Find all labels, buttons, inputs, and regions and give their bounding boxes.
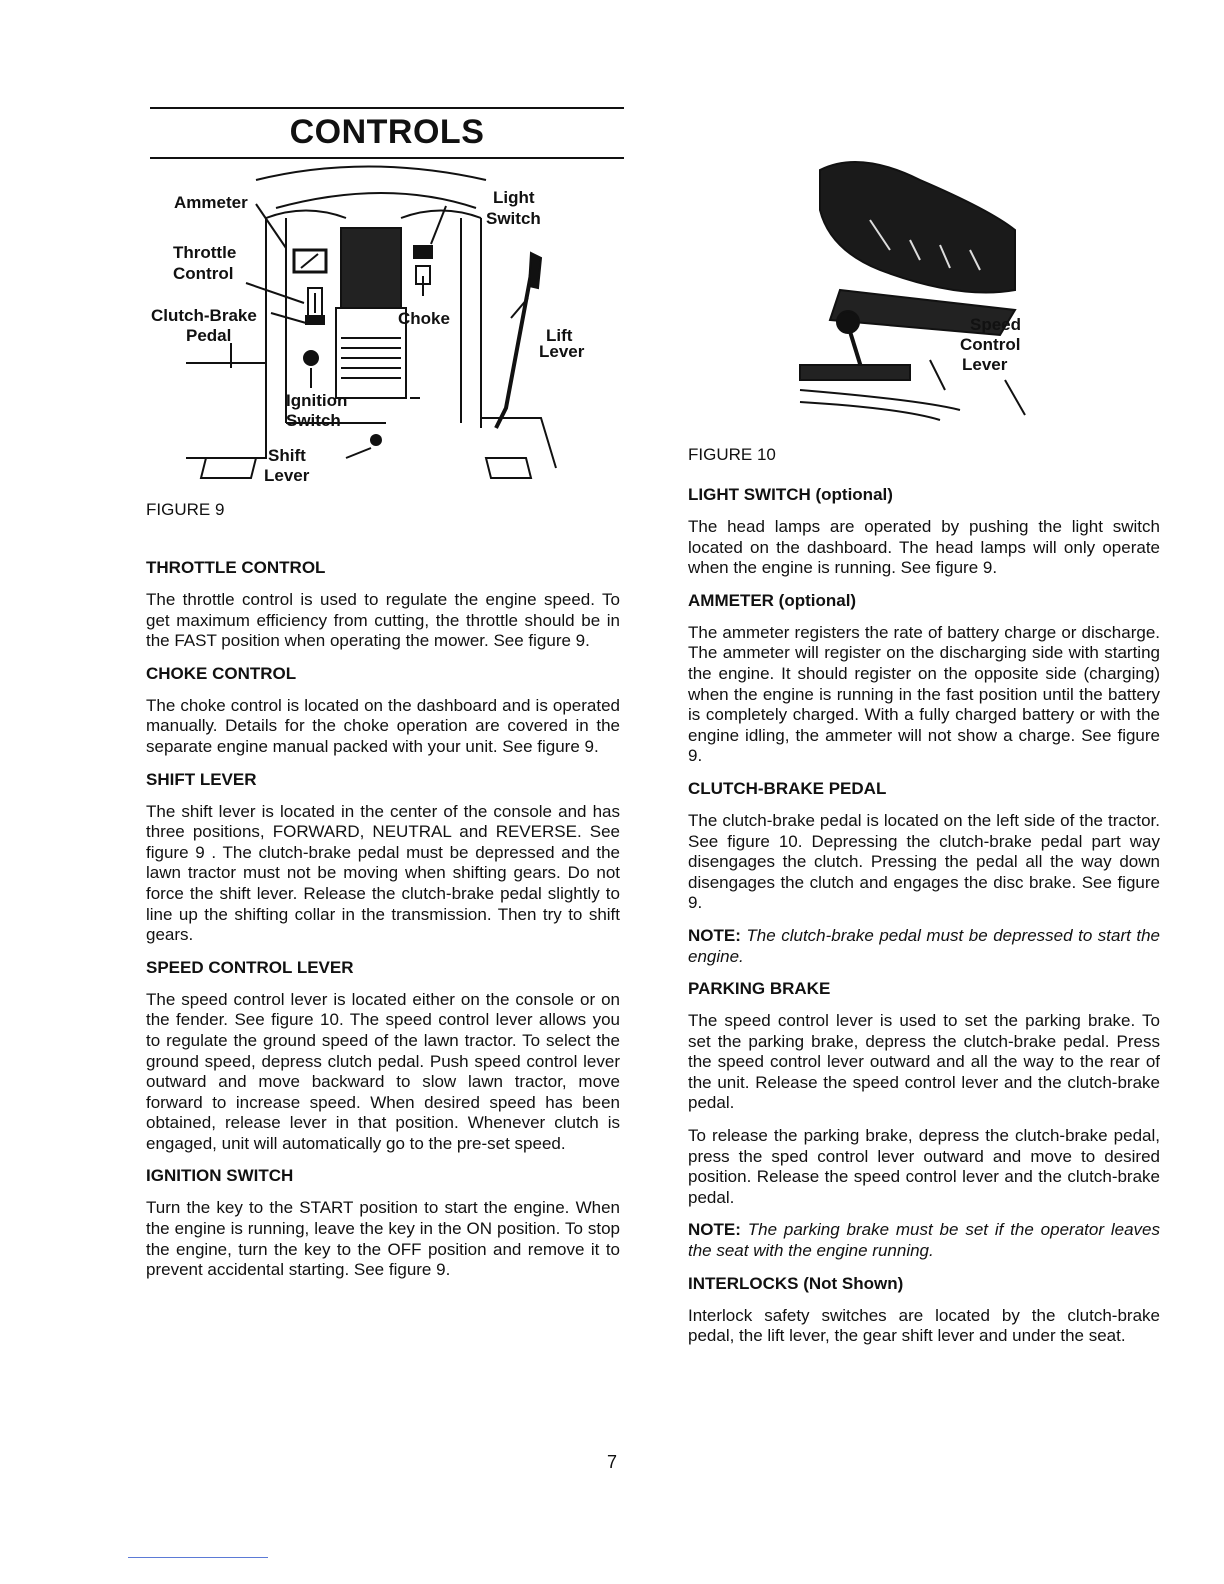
label-speed-control: Control [960, 335, 1021, 354]
label-light-switch: Switch [486, 209, 541, 228]
label-lift-lever: Lever [539, 342, 585, 361]
heading-ignition-switch: IGNITION SWITCH [146, 1166, 294, 1186]
text-speed-control-lever: The speed control lever is located either on the console or on the fender. See figure 10. The speed control lever allows you to regulate the ground speed of the lawn tractor. To select the ground speed, depress clutch pedal. Push speed control lever outward and move backward to slow lawn tractor, move forward to increase speed. When desired speed has been obtained, release lever in that position. Whenever clutch is engaged, unit will automatically go to the pre-set speed. [146, 989, 620, 1153]
footer-line [128, 1557, 268, 1558]
label-speed: Speed [970, 315, 1022, 334]
note-text: The clutch-brake pedal must be depressed to start the engine. [688, 925, 1160, 966]
label-ignition: Ignition [286, 391, 348, 410]
note-label: NOTE: [688, 1220, 741, 1240]
heading-throttle-control: THROTTLE CONTROL [146, 558, 326, 577]
figure-10-caption: FIGURE 10 [688, 445, 776, 464]
heading-speed-control-lever: SPEED CONTROL LEVER [146, 957, 354, 977]
text-ammeter: The ammeter registers the rate of battery charge or discharge. The ammeter will register on the discharging side with starting the engine. It should register on the opposite side (charging) when the engine is running in the fast position until the battery is completely charged. With a fully charged battery or with the engine idling, the ammeter will not show a charge. See figure 9. [688, 622, 1160, 766]
text-shift-lever: The shift lever is located in the center of the console and has three positions, FORWARD, NEUTRAL and REVERSE. See figure 9 . The clutch-brake pedal must be depressed and the lawn tractor must not be moving when shifting gears. Do not force the shift lever. Release the clutch-brake pedal slightly to line up the shifting collar in the transmission. Then try to shift gears. [146, 801, 620, 945]
note-parking-brake [688, 1220, 1160, 1261]
heading-choke-control: CHOKE CONTROL [146, 663, 297, 683]
heading-shift-lever: SHIFT LEVER [146, 769, 257, 789]
page-number: 7 [606, 1452, 617, 1472]
note-text: The parking brake must be set if the operator leaves the seat with the engine running. [688, 1220, 1160, 1261]
label-throttle: Throttle [173, 243, 237, 262]
text-interlocks: Interlock safety switches are located by the clutch-brake pedal, the lift lever, the gear shift lever and under the seat. [688, 1305, 1160, 1346]
left-column [146, 500, 620, 1293]
figure-9-dashboard-illustration [146, 158, 585, 498]
label-throttle-control: Control [173, 264, 234, 283]
heading-interlocks: INTERLOCKS (Not Shown) [688, 1273, 904, 1293]
text-parking-brake-set: The speed control lever is used to set the parking brake. To set the parking brake, depress the clutch-brake pedal. Press the speed control lever outward and all the way to the rear of the unit. Release the speed control lever and the clutch-brake pedal. [688, 1011, 1160, 1113]
heading-parking-brake: PARKING BRAKE [688, 979, 831, 999]
label-pedal: Pedal [186, 326, 232, 345]
label-ignition-switch: Switch [286, 411, 341, 430]
label-lift: Lift [546, 326, 573, 345]
label-clutch-brake: Clutch-Brake [151, 306, 257, 325]
right-column [688, 445, 1160, 1359]
shift-knob-icon [370, 434, 382, 446]
figure-10-seat-illustration [800, 150, 1040, 420]
heading-clutch-brake-pedal: CLUTCH-BRAKE PEDAL [688, 778, 887, 798]
label-shift-lever: Lever [264, 466, 310, 485]
label-shift: Shift [268, 446, 306, 465]
note-clutch-brake [688, 926, 1160, 967]
text-parking-brake-release: To release the parking brake, depress the clutch-brake pedal, press the sped control lever outward and move to desired position. Release the speed control lever and the clutch-brake pedal. [688, 1126, 1160, 1207]
heading-ammeter: AMMETER (optional) [688, 590, 857, 610]
text-throttle-control: The throttle control is used to regulate the engine speed. To get maximum efficiency from cutting, the throttle should be in the FAST position when operating the mower. See figure 9. [146, 590, 620, 651]
note-label: NOTE: [688, 925, 741, 945]
text-ignition-switch: Turn the key to the START position to start the engine. When the engine is running, leave the key in the ON position. To stop the engine, turn the key to the OFF position and remove it to prevent accidental starting. See figure 9. [146, 1198, 620, 1280]
page-header [150, 107, 624, 159]
top-rule [150, 107, 624, 109]
text-clutch-brake-pedal: The clutch-brake pedal is located on the left side of the tractor. See figure 10. Depressing the clutch-brake pedal part way disengages the clutch. Pressing the pedal all the way down disengages the clutch and engages the disc brake. See figure 9. [688, 810, 1160, 913]
text-light-switch: The head lamps are operated by pushing the light switch located on the dashboard. The head lamps will only operate when the engine is running. See figure 9. [688, 517, 1160, 578]
heading-light-switch: LIGHT SWITCH (optional) [688, 485, 893, 504]
page-title: CONTROLS [289, 113, 485, 151]
label-speed-lever: Lever [962, 355, 1008, 374]
label-choke: Choke [398, 309, 450, 328]
figure-9-caption: FIGURE 9 [146, 500, 225, 519]
label-ammeter: Ammeter [174, 193, 248, 212]
text-choke-control: The choke control is located on the dashboard and is operated manually. Details for the choke operation are covered in the separate engine manual packed with your unit. See figure 9. [146, 695, 620, 756]
label-light: Light [493, 188, 535, 207]
